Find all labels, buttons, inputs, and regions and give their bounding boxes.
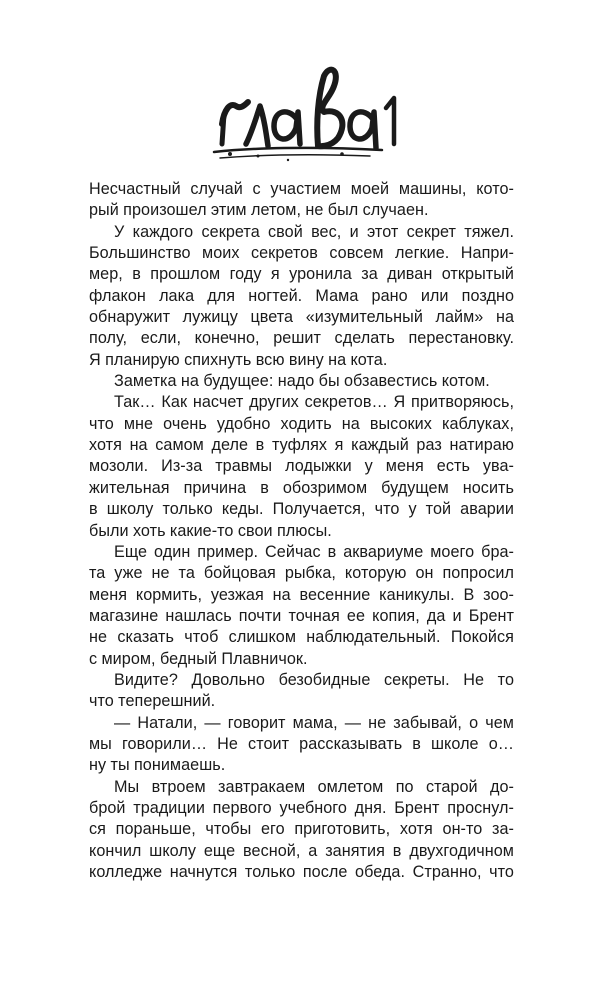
text-line: полу, если, конечно, решит сделать перестановку.: [89, 329, 514, 348]
paragraph: [89, 179, 514, 222]
text-line: флакон лака для ногтей. Мама рано или поздно: [89, 286, 514, 305]
text-line: были хоть какие-то свои плюсы.: [89, 521, 332, 540]
text-line: Видите? Довольно безобидные секреты. Не то: [114, 670, 514, 689]
text-line: Так… Как насчет других секретов… Я притворяюсь,: [114, 393, 514, 412]
text-line: У каждого секрета свой вес, и этот секрет тяжел.: [114, 222, 514, 241]
text-line: мозоли. Из-за травмы лодыжки у меня есть ува-: [89, 457, 514, 476]
text-line: магазине нашлась почти точная ее копия, да и Брент: [89, 606, 514, 625]
text-line: в школу только кеды. Получается, что у той аварии: [89, 500, 514, 519]
text-line: мер, в прошлом году я уронила за диван открытый: [89, 265, 514, 284]
text-line: хотя на самом деле в туфлях я каждый раз натираю: [89, 436, 514, 455]
text-line: брой традиции первого учебного дня. Брент проснул-: [89, 798, 514, 817]
paragraph: [89, 222, 514, 371]
text-line: Несчастный случай с участием моей машины, кото-: [89, 180, 514, 198]
paragraph: [89, 392, 514, 541]
text-line: ся пораньше, чтобы его приготовить, хотя он-то за-: [89, 820, 514, 839]
chapter-heading: [200, 62, 400, 172]
text-line: что мне очень удобно ходить на высоких каблуках,: [89, 414, 514, 433]
paragraph: [89, 670, 514, 713]
chapter-title-lettering: [200, 62, 400, 172]
paragraph: [89, 713, 514, 777]
paragraph: [89, 777, 514, 884]
text-line: что теперешний.: [89, 692, 216, 711]
text-line: мы говорили… Не стоит рассказывать в школе о…: [89, 734, 514, 753]
text-line: Большинство моих секретов совсем легкие. Напри-: [89, 244, 514, 263]
text-line: колледже начнутся только после обеда. Странно, что: [89, 863, 514, 881]
paragraph: [89, 542, 514, 670]
text-line: Еще один пример. Сейчас в аквариуме моего бра-: [114, 542, 514, 561]
text-line: не сказать чтоб слишком наблюдательный. Покойся: [89, 628, 514, 647]
chapter-body: [89, 179, 514, 883]
paragraph: [89, 371, 514, 392]
text-line: Заметка на будущее: надо бы обзавестись котом.: [114, 372, 490, 391]
text-line: — Натали, — говорит мама, — не забывай, о чем: [114, 713, 514, 732]
text-line: рый произошел этим летом, не был случаен.: [89, 201, 429, 220]
text-line: кончил школу еще весной, а занятия в двухгодичном: [89, 841, 514, 860]
text-line: та уже не та бойцовая рыбка, которую он попросил: [89, 564, 514, 583]
text-line: обнаружит лужицу цвета «изумительный лайм» на: [89, 308, 514, 327]
text-line: с миром, бедный Плавничок.: [89, 649, 308, 668]
text-line: жительная причина в обозримом будущем носить: [89, 478, 514, 497]
text-line: Мы втроем завтракаем омлетом по старой до-: [114, 777, 514, 796]
text-line: Я планирую спихнуть всю вину на кота.: [89, 350, 388, 369]
text-line: меня кормить, уезжая на весенние каникулы. В зоо-: [89, 585, 514, 604]
text-line: ну ты понимаешь.: [89, 756, 226, 775]
